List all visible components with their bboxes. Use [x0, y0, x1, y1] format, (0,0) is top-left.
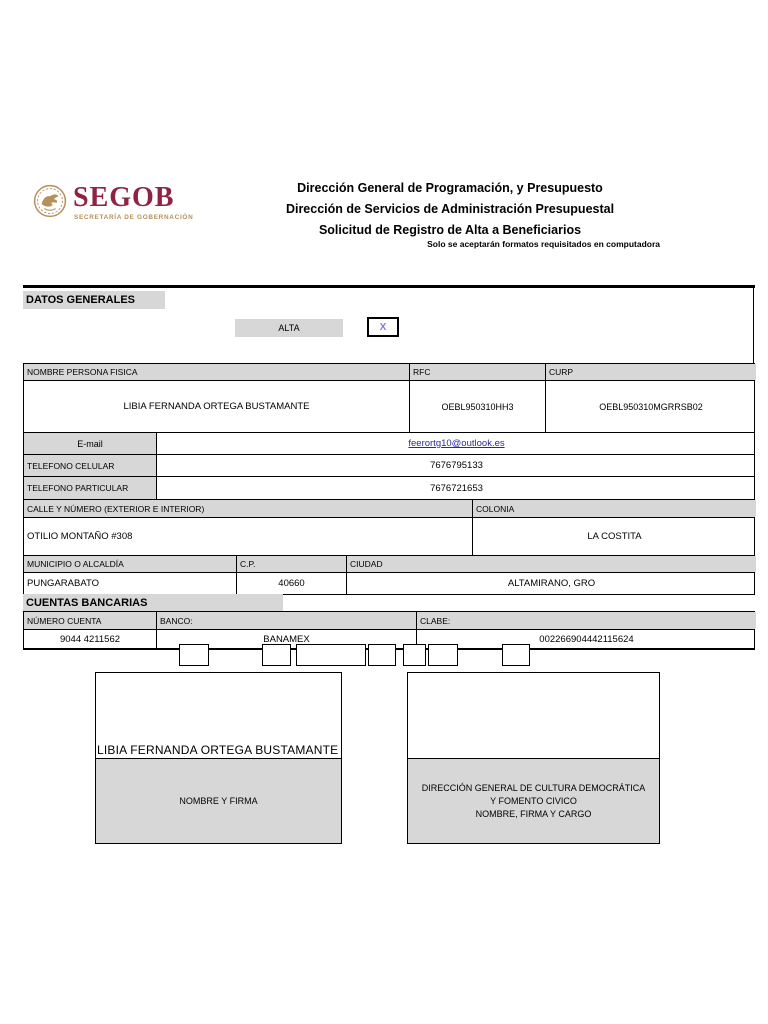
signature-box-dependencia	[407, 672, 660, 844]
clabe-label: CLABE:	[417, 612, 756, 629]
empty-cell-box-1	[179, 644, 209, 666]
section-divider-line	[23, 285, 755, 288]
email-label: E-mail	[24, 433, 157, 454]
beneficiario-caption: NOMBRE Y FIRMA	[179, 795, 258, 806]
dependencia-line-1: DIRECCIÓN GENERAL DE CULTURA DEMOCRÁTICA	[421, 782, 646, 793]
colonia-label: COLONIA	[473, 500, 756, 517]
banco-label: BANCO:	[157, 612, 417, 629]
calle-header-row	[23, 499, 755, 518]
empty-cell-box-2	[262, 644, 291, 666]
tel-particular-row	[23, 476, 755, 500]
dependencia-line-2: Y FOMENTO CIVICO	[490, 795, 577, 806]
signature-area-beneficiario	[96, 673, 341, 758]
municipio-value-row	[23, 572, 755, 595]
empty-cell-box-7	[502, 644, 530, 666]
alta-label-box: ALTA	[235, 319, 343, 337]
form-titles	[180, 178, 720, 241]
email-cell	[157, 433, 756, 454]
banco-value: BANAMEX	[157, 630, 417, 648]
tel-particular-label: TELEFONO PARTICULAR	[24, 477, 157, 499]
segob-eagle-emblem-icon	[33, 184, 67, 218]
numero-cuenta-label: NÚMERO CUENTA	[24, 612, 157, 629]
beneficiario-nombre: LIBIA FERNANDA ORTEGA BUSTAMANTE	[97, 743, 339, 757]
municipio-header-row	[23, 555, 755, 573]
empty-cell-box-4	[368, 644, 396, 666]
alta-checkbox[interactable]: X	[367, 317, 399, 337]
empty-cell-box-3	[296, 644, 366, 666]
nombre-value: LIBIA FERNANDA ORTEGA BUSTAMANTE	[24, 381, 410, 432]
nombre-label: NOMBRE PERSONA FISICA	[24, 364, 410, 380]
section-title-cuentas-bancarias: CUENTAS BANCARIAS	[23, 594, 283, 611]
calle-value-row	[23, 517, 755, 556]
curp-value: OEBL950310MGRRSB02	[599, 401, 703, 412]
signature-area-dependencia	[408, 673, 659, 758]
clabe-value: 002266904442115624	[539, 633, 634, 645]
segob-wordmark: SEGOB	[73, 182, 175, 213]
email-row	[23, 432, 755, 455]
curp-label: CURP	[546, 364, 756, 380]
tel-celular-label: TELEFONO CELULAR	[24, 455, 157, 476]
title-line-1: Dirección General de Programación, y Presupuesto	[297, 181, 603, 195]
cp-label: C.P.	[237, 556, 347, 572]
empty-cell-box-6	[428, 644, 458, 666]
persona-value-row	[23, 380, 755, 433]
ciudad-label: CIUDAD	[347, 556, 756, 572]
persona-header-row	[23, 363, 755, 381]
municipio-value: PUNGARABATO	[24, 573, 237, 594]
ciudad-value: ALTAMIRANO, GRO	[507, 578, 596, 589]
signature-box-beneficiario	[95, 672, 342, 844]
municipio-label: MUNICIPIO O ALCALDÍA	[24, 556, 237, 572]
calle-value: OTILIO MONTAÑO #308	[24, 518, 473, 555]
cp-value: 40660	[237, 573, 347, 594]
tel-particular-value: 7676721653	[430, 482, 483, 494]
rfc-label: RFC	[410, 364, 546, 380]
tel-celular-value: 7676795133	[430, 460, 483, 471]
title-line-3: Solicitud de Registro de Alta a Beneficiarios	[318, 223, 582, 237]
dependencia-line-3: NOMBRE, FIRMA Y CARGO	[475, 808, 592, 819]
email-link[interactable]: feerortg10@outlook.es	[408, 438, 505, 449]
segob-tagline: SECRETARÍA DE GOBERNACIÓN	[74, 214, 194, 221]
title-line-2: Dirección de Servicios de Administración Presupuestal	[285, 202, 615, 216]
right-edge-line	[753, 288, 754, 364]
dependencia-caption-area	[408, 758, 659, 843]
banco-header-row	[23, 611, 755, 630]
colonia-value: LA COSTITA	[587, 531, 642, 542]
tel-celular-row	[23, 454, 755, 477]
form-note: Solo se aceptarán formatos requisitados en computadora	[427, 239, 660, 249]
numero-cuenta-value: 9044 4211562	[24, 630, 157, 648]
section-title-datos-generales: DATOS GENERALES	[23, 291, 165, 309]
beneficiario-caption-area	[96, 758, 341, 843]
rfc-value: OEBL950310HH3	[410, 381, 546, 432]
empty-cell-box-5	[403, 644, 426, 666]
calle-label: CALLE Y NÚMERO (EXTERIOR E INTERIOR)	[24, 500, 473, 517]
